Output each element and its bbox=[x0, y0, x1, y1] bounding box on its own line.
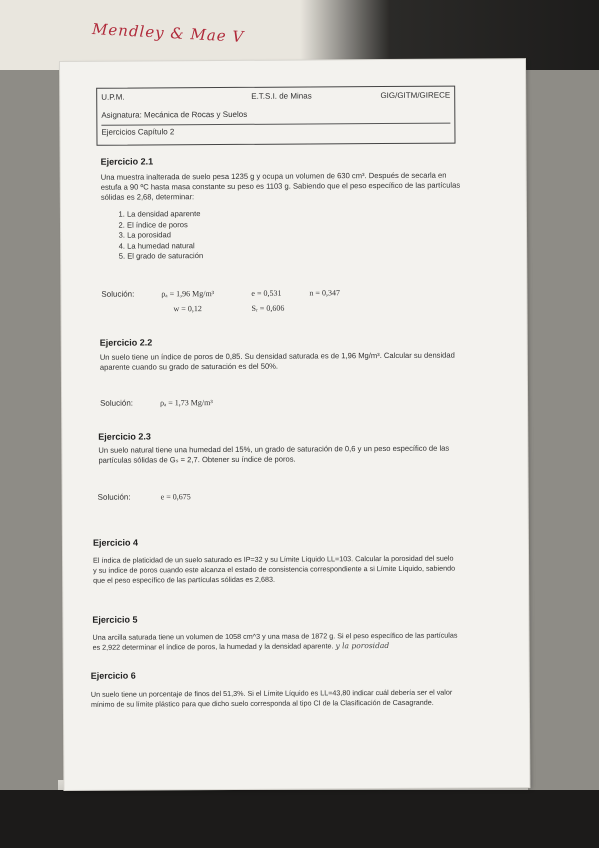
dark-surface bbox=[0, 790, 599, 848]
list-item: 5. El grado de saturación bbox=[127, 251, 203, 262]
exercise-4-title: Ejercicio 4 bbox=[92, 537, 138, 548]
chapter: Ejercicios Capítulo 2 bbox=[101, 127, 175, 137]
solution-label: Solución: bbox=[97, 492, 131, 502]
exercise-2-3-title: Ejercicio 2.3 bbox=[98, 431, 151, 442]
exercise-2-1-text: Una muestra inalterada de suelo pesa 1235 g y ocupa un volumen de 630 cm³. Después de secarla en estufa a 90 ºC hasta masa constante su peso es 1103 g. Sabiendo que el peso específico de las partículas sólidas es 2,68, determinar: bbox=[100, 170, 461, 202]
exercise-sheet bbox=[60, 59, 529, 790]
solution-density: ρₐ = 1,73 Mg/m³ bbox=[160, 398, 213, 408]
exercise-6-text: Un suelo tiene un porcentaje de finos del 51,3%. Si el Límite Líquido es LL=43,80 indicar cuál debería ser el valor mínimo de su límite plástico para que dicho suelo corresponda al tipo CI de la Clasificación de Casagrande. bbox=[90, 687, 453, 709]
handwritten-addition: y la porosidad bbox=[335, 641, 390, 651]
list-item: 3. La porosidad bbox=[127, 230, 203, 241]
exercise-2-2-title: Ejercicio 2.2 bbox=[99, 337, 153, 348]
subject: Asignatura: Mecánica de Rocas y Suelos bbox=[101, 109, 248, 120]
school: E.T.S.I. de Minas bbox=[251, 91, 312, 101]
solution-moisture: w = 0,12 bbox=[173, 304, 202, 314]
solution-void-ratio: e = 0,531 bbox=[251, 288, 282, 298]
exercise-5-text bbox=[92, 631, 464, 653]
solution-porosity: n = 0,347 bbox=[309, 288, 340, 298]
exercise-2-1-title: Ejercicio 2.1 bbox=[100, 156, 154, 167]
solution-saturation: Sᵣ = 0,606 bbox=[251, 303, 285, 313]
solution-void-ratio: e = 0,675 bbox=[160, 492, 191, 502]
exercise-2-3-text: Un suelo natural tiene una humedad del 15%, un grado de saturación de 0,6 y un peso específico de las partículas sólidas de Gₛ = 2,7. Obtener su índice de poros. bbox=[98, 443, 450, 465]
degrees: GIG/GITM/GIRECE bbox=[380, 90, 451, 101]
exercise-5-body: Una arcilla saturada tiene un volumen de 1058 cm^3 y una masa de 1872 g. Si el peso específico de las partículas es 2,922 determinar el índice de poros, la humedad y la densidad aparente. bbox=[92, 630, 458, 652]
exercise-2-2-text: Un suelo tiene un índice de poros de 0,85. Su densidad saturada es de 1,96 Mg/m³. Calcular su densidad aparente cuando su grado de saturación es del 50%. bbox=[99, 350, 455, 372]
handwritten-names: Mendley & Mae V bbox=[91, 20, 245, 46]
exercise-2-1-items bbox=[101, 209, 203, 262]
list-item: 4. La humedad natural bbox=[127, 241, 203, 252]
solution-label: Solución: bbox=[100, 398, 134, 408]
solution-label: Solución: bbox=[101, 289, 135, 299]
exercise-6-title: Ejercicio 6 bbox=[90, 670, 136, 681]
exercise-5-title: Ejercicio 5 bbox=[92, 614, 138, 625]
list-item: 2. El índice de poros bbox=[127, 220, 203, 231]
institution: U.P.M. bbox=[101, 92, 125, 102]
exercise-4-text: El índica de platicidad de un suelo saturado es IP=32 y su Límite Líquido LL=103. Calcular la porosidad del suelo y su índice de poros cuando este alcanza el estado de consistencia correspondiente a si Límite Líquido, sabiendo que el peso específico de las partículas sólidas es 2,683. bbox=[93, 553, 456, 585]
solution-density: ρₐ = 1,96 Mg/m³ bbox=[161, 289, 215, 299]
list-item: 1. La densidad aparente bbox=[127, 209, 203, 220]
document-header bbox=[96, 86, 455, 146]
